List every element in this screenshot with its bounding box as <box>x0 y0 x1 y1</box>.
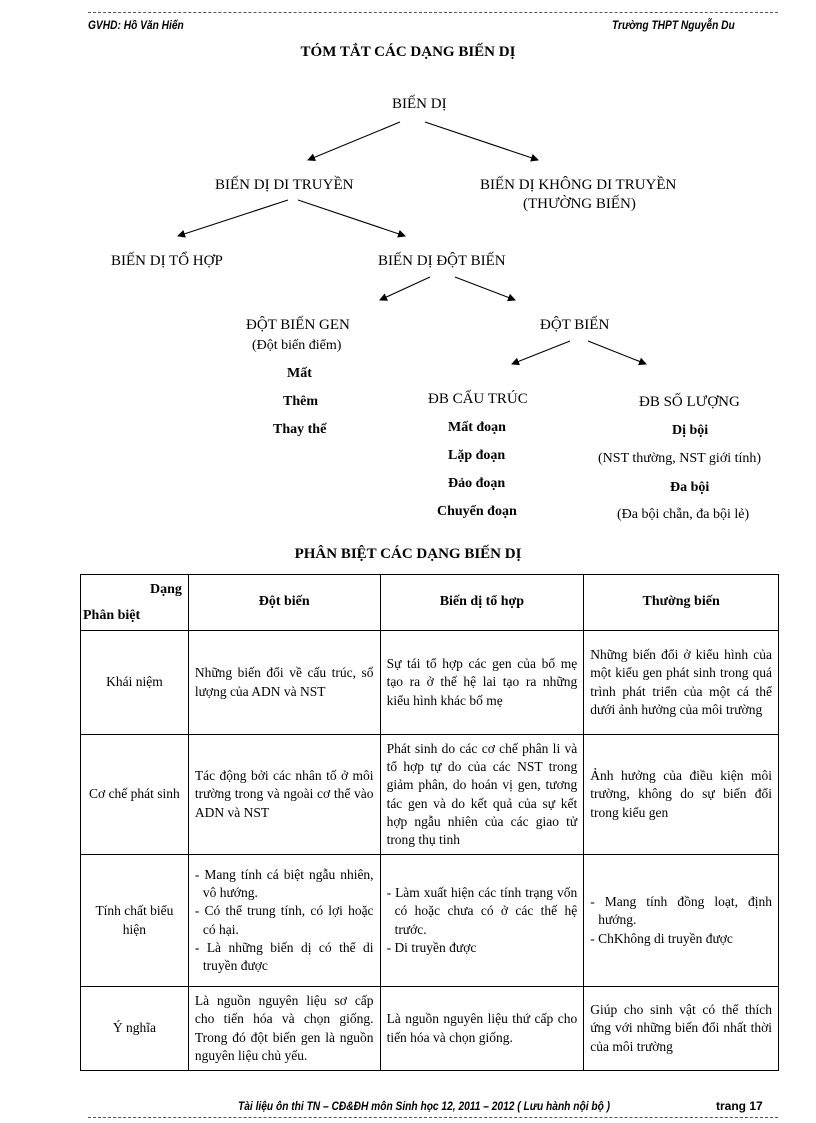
gene-item-loss: Mất <box>287 366 312 381</box>
table-corner <box>81 575 189 631</box>
gene-item-addition: Thêm <box>283 394 318 409</box>
corner-distinguish-label: Phân biệt <box>83 608 141 624</box>
arrow-chrom-right <box>588 341 646 364</box>
header-recombination: Biến dị tổ hợp <box>380 575 584 631</box>
tree-hereditary: BIẾN DỊ DI TRUYỀN <box>215 177 354 193</box>
structural-item-inversion: Đảo đoạn <box>448 476 506 491</box>
page-number: trang 17 <box>716 1099 763 1113</box>
numerical-polyploidy-note: (Đa bội chẵn, đa bội lẻ) <box>617 507 750 522</box>
arrow-hered-left <box>178 200 288 236</box>
tree-nonhereditary-note: (THƯỜNG BIẾN) <box>523 196 636 212</box>
cell-expression-mutation <box>188 855 380 987</box>
summary-title: TÓM TẮT CÁC DẠNG BIẾN DỊ <box>300 44 516 60</box>
bottom-divider <box>88 1117 778 1118</box>
list-item: - Mang tính cá biệt ngẫu nhiên, vô hướng. <box>195 866 374 902</box>
tree-structural: ĐB CẤU TRÚC <box>428 391 528 407</box>
table-title: PHÂN BIỆT CÁC DẠNG BIẾN DỊ <box>294 546 522 562</box>
cell-concept-mutation: Những biến đổi về cấu trúc, số lượng của ADN và NST <box>188 631 380 735</box>
arrow-mut-right <box>455 277 515 300</box>
tree-chromosome-mutation: ĐỘT BIẾN <box>540 317 610 333</box>
header-teacher: GVHD: Hồ Văn Hiến <box>88 18 184 32</box>
list-item: - Mang tính đồng loạt, định hướng. <box>590 893 772 929</box>
arrow-root-right <box>425 122 538 160</box>
arrow-hered-right <box>298 200 405 236</box>
row-label-concept: Khái niệm <box>81 631 189 735</box>
header-mutation: Đột biến <box>188 575 380 631</box>
corner-type-label: Dạng <box>149 582 182 597</box>
cell-mechanism-modification: Ảnh hưởng của điều kiện môi trường, không do sự biến đổi trong kiểu gen <box>584 735 779 855</box>
header-school: Trường THPT Nguyễn Du <box>612 18 735 32</box>
cell-expression-modification <box>584 855 779 987</box>
numerical-aneuploidy: Dị bội <box>672 423 709 438</box>
arrow-mut-left <box>380 277 430 300</box>
cell-concept-recombination: Sự tái tổ hợp các gen của bố mẹ tạo ra ở thế hệ lai tạo ra những kiểu hình khác bố mẹ <box>380 631 584 735</box>
numerical-polyploidy: Đa bội <box>670 480 710 495</box>
comparison-table <box>80 574 779 1071</box>
tree-arrows <box>0 0 816 560</box>
tree-root: BIẾN DỊ <box>392 96 447 112</box>
row-label-significance: Ý nghĩa <box>81 987 189 1071</box>
arrow-chrom-left <box>512 341 570 364</box>
header-modification: Thường biến <box>584 575 779 631</box>
cell-expression-recombination <box>380 855 584 987</box>
gene-item-substitution: Thay thế <box>273 422 327 437</box>
tree-gene-mutation-note: (Đột biến điểm) <box>252 338 342 353</box>
list-item: - Làm xuất hiện các tính trạng vốn có hoặc chưa có ở các thế hệ trước. <box>387 884 578 939</box>
row-label-expression: Tính chất biểu hiện <box>81 855 189 987</box>
tree-gene-mutation: ĐỘT BIẾN GEN <box>246 317 350 333</box>
tree-recombination: BIẾN DỊ TỔ HỢP <box>111 253 223 269</box>
table-row <box>81 735 779 855</box>
tree-nonhereditary: BIẾN DỊ KHÔNG DI TRUYỀN <box>480 177 677 193</box>
numerical-aneuploidy-note: (NST thường, NST giới tính) <box>598 451 762 466</box>
list-item: - Là những biến dị có thể di truyền được <box>195 939 374 975</box>
list-item: - Có thể trung tính, có lợi hoặc có hại. <box>195 902 374 938</box>
arrow-root-left <box>308 122 400 160</box>
cell-significance-modification: Giúp cho sinh vật có thể thích ứng với những biến đổi nhất thời của môi trường <box>584 987 779 1071</box>
cell-mechanism-recombination: Phát sinh do các cơ chế phân li và tổ hợp tự do của các NST trong giảm phân, do hoán vị gen, tương tác gen và do kết quả của sự kết hợp ngẫu nhiên của các giao tử trong thụ tinh <box>380 735 584 855</box>
tree-numerical: ĐB SỐ LƯỢNG <box>639 394 740 410</box>
cell-significance-mutation: Là nguồn nguyên liệu sơ cấp cho tiến hóa và chọn giống. Trong đó đột biến gen là nguồn nguyên liệu chủ yếu. <box>188 987 380 1071</box>
cell-concept-modification: Những biến đổi ở kiểu hình của một kiểu gen phát sinh trong quá trình phát triển của một cá thể dưới ảnh hưởng của môi trường <box>584 631 779 735</box>
table-row <box>81 855 779 987</box>
row-label-mechanism: Cơ chế phát sinh <box>81 735 189 855</box>
cell-mechanism-mutation: Tác động bởi các nhân tố ở môi trường trong và ngoài cơ thể vào ADN và NST <box>188 735 380 855</box>
cell-significance-recombination: Là nguồn nguyên liệu thứ cấp cho tiến hóa và chọn giống. <box>380 987 584 1071</box>
table-row <box>81 631 779 735</box>
list-item: - ChKhông di truyền được <box>590 930 772 948</box>
table-row <box>81 987 779 1071</box>
structural-item-deletion: Mất đoạn <box>448 420 506 435</box>
table-header-row <box>81 575 779 631</box>
list-item: - Di truyền được <box>387 939 578 957</box>
structural-item-translocation: Chuyển đoạn <box>437 504 517 519</box>
tree-mutation-variation: BIẾN DỊ ĐỘT BIẾN <box>378 253 506 269</box>
footer-text: Tài liệu ôn thi TN – CĐ&ĐH môn Sinh học 12, 2011 – 2012 ( Lưu hành nội bộ ) <box>238 1099 611 1113</box>
structural-item-duplication: Lặp đoạn <box>448 448 506 463</box>
